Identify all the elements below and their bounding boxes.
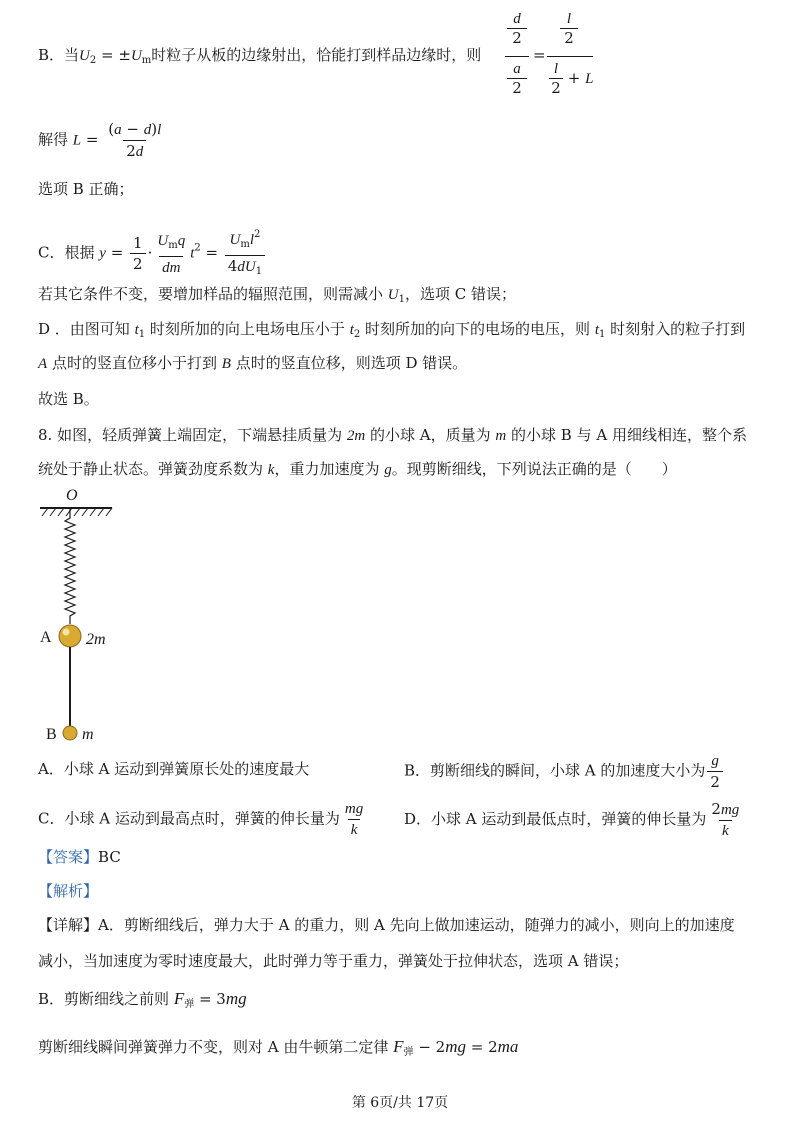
option-b[interactable]: B．剪断细线的瞬间，小球 A 的加速度大小为 $\frac{g}{2}$	[404, 752, 725, 791]
label-b: B	[46, 726, 57, 743]
option-c[interactable]: C．小球 A 运动到最高点时，弹簧的伸长量为 $\frac{mg}{k}$	[38, 801, 364, 838]
spring-figure	[30, 484, 160, 750]
b-condition-line: B．当$U_2 = \pm U_m$时粒子从板的边缘射出，恰能打到样品边缘时，则	[38, 46, 482, 66]
c-note-line: 若其它条件不变，要增加样品的辐照范围，则需减小 $U_1$，选项 C 错误；	[38, 285, 517, 305]
ball-a	[59, 625, 81, 647]
answer-line	[38, 846, 121, 868]
option-a[interactable]: A．小球 A 运动到弹簧原长处的速度最大	[38, 760, 310, 778]
answer-value: BC	[98, 848, 121, 866]
question-8-line-2: 统处于静止状态。弹簧劲度系数为 k，重力加速度为 g。现剪断细线，下列说法正确的是（ ）	[38, 460, 677, 478]
spring-coil	[65, 508, 75, 624]
option-d[interactable]: D．小球 A 运动到最低点时，弹簧的伸长量为 $\frac{2mg}{k}$	[404, 800, 740, 839]
d-line-1: D ．由图可知 $t_1$ 时刻所加的向上电场电压小于 $t_2$ 时刻所加的向下的电场的电压，则 $t_1$ 时刻射入的粒子打到	[38, 320, 746, 340]
label-a: A	[40, 629, 52, 646]
answer-label: 【答案】	[38, 848, 99, 866]
detail-b-line-2: 剪断细线瞬间弹簧弹力不变，则对 A 由牛顿第二定律 $F_弹 - 2mg = 2ma$	[38, 1037, 519, 1058]
detail-a-line-2: 减小，当加速度为零时速度最大，此时弹力等于重力，弹簧处于拉伸状态，选项 A 错误；	[38, 952, 629, 970]
detail-b-line-1: B．剪断细线之前则 $F_弹 = 3mg$	[38, 989, 247, 1010]
analysis-label: 【解析】	[38, 882, 99, 900]
choose-b-line: 故选 B。	[38, 390, 99, 408]
page-footer: 第 6页/共 17页	[351, 1095, 449, 1111]
label-a-mass: 2m	[86, 631, 106, 648]
solve-l-line: 解得 L = $\frac{(a - d)l}{2d}$	[38, 120, 162, 160]
d-line-2: A 点时的竖直位移小于打到 B 点时的竖直位移，则选项 D 错误。	[38, 354, 468, 372]
edge-ratio-equation: d 2 a 2 = l 2 $\frac{l}{2}$ + L	[505, 10, 595, 100]
label-o: O	[66, 487, 78, 504]
question-8-line-1: 8. 如图，轻质弹簧上端固定，下端悬挂质量为 2m 的小球 A，质量为 m 的小球 B 与 A 用细线相连，整个系	[38, 426, 747, 444]
ceiling-hatch	[40, 508, 112, 516]
detail-a-line-1: 【详解】A．剪断细线后，弹力大于 A 的重力，则 A 先向上做加速运动，随弹力的减小，则向上的加速度	[38, 916, 735, 934]
ball-b	[63, 726, 77, 740]
c-formula-line: C．根据 y = $\frac{1}{2}$ · $\frac{U_mq}{dm}$ $t^2$ = $\frac{U_ml^2}{4dU_1}$	[38, 226, 267, 281]
b-correct-line: 选项 B 正确；	[38, 180, 134, 198]
label-b-mass: m	[82, 726, 94, 743]
